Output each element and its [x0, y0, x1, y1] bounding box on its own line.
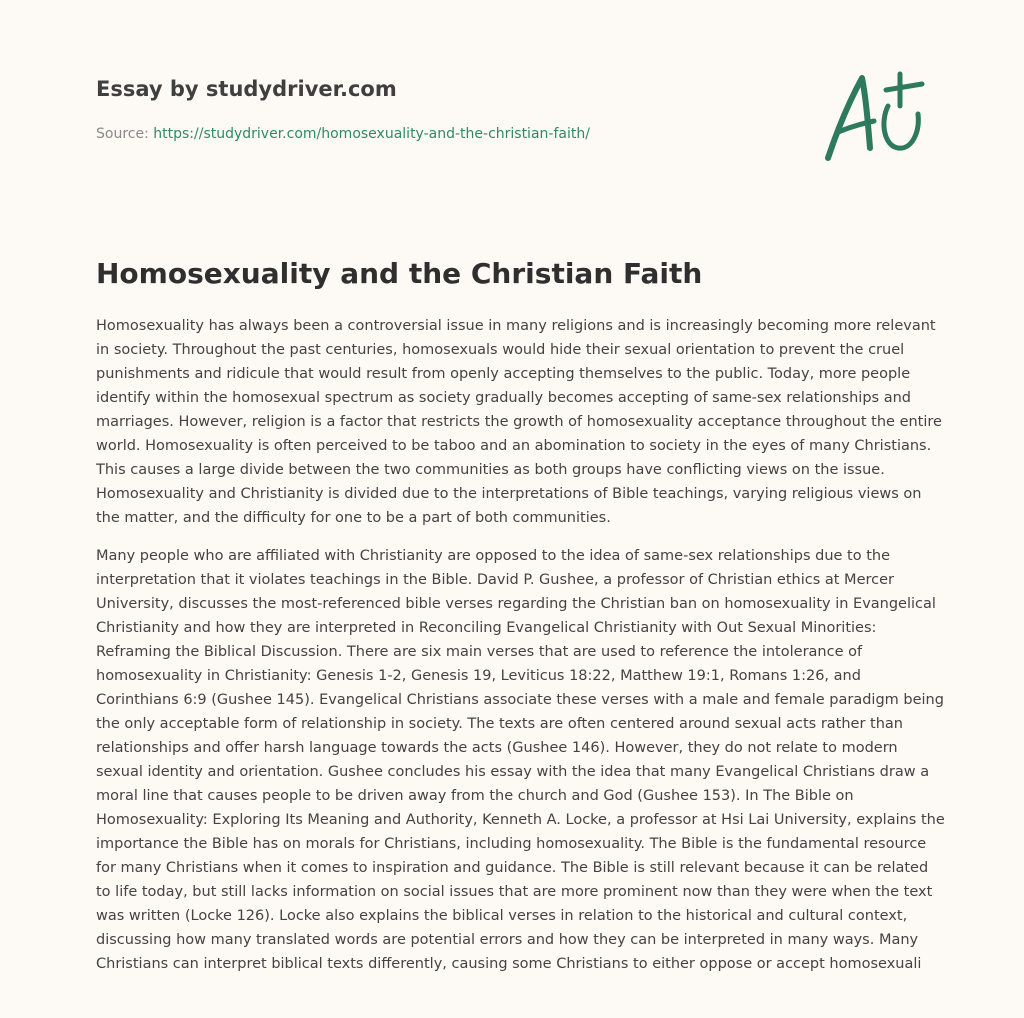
- essay-body: [96, 314, 946, 990]
- paragraph-2: Many people who are affiliated with Christianity are opposed to the idea of same-sex relationships due to the interpretation that it violates teachings in the Bible. David P. Gushee, a professor of Christian ethics at Mercer University, discusses the most-referenced bible verses regarding the Christian ban on homosexuality in Evangelical Christianity and how they are interpreted in Reconciling Evangelical Christianity with Out Sexual Minorities: Reframing the Biblical Discussion. There are six main verses that are used to reference the intolerance of homosexuality in Christianity: Genesis 1-2, Genesis 19, Leviticus 18:22, Matthew 19:1, Romans 1:26, and Corinthians 6:9 (Gushee 145). Evangelical Christians associate these verses with a male and female paradigm being the only acceptable form of relationship in society. The texts are often centered around sexual acts rather than relationships and offer harsh language towards the acts (Gushee 146). However, they do not relate to modern sexual identity and orientation. Gushee concludes his essay with the idea that many Evangelical Christians draw a moral line that causes people to be driven away from the church and God (Gushee 153). In The Bible on Homosexuality: Exploring Its Meaning and Authority, Kenneth A. Locke, a professor at Hsi Lai University, explains the importance the Bible has on morals for Christians, including homosexuality. The Bible is the fundamental resource for many Christians when it comes to inspiration and guidance. The Bible is still relevant because it can be related to life today, but still lacks information on social issues that are more prominent now than they were when the text was written (Locke 126). Locke also explains the biblical verses in relation to the historical and cultural context, discussing how many translated words are potential errors and how they can be interpreted in many ways. Many Christians can interpret biblical texts differently, causing some Christians to either oppose or accept homosexuali: [96, 548, 945, 972]
- site-title: Essay by studydriver.com: [96, 77, 397, 101]
- paragraph-1: Homosexuality has always been a controversial issue in many religions and is increasingly becoming more relevant in society. Throughout the past centuries, homosexuals would hide their sexual orientation to prevent the cruel punishments and ridicule that would result from openly accepting themselves to the public. Today, more people identify within the homosexual spectrum as society gradually becomes accepting of same-sex relationships and marriages. However, religion is a factor that restricts the growth of homosexuality acceptance throughout the entire world. Homosexuality is often perceived to be taboo and an abomination to society in the eyes of many Christians. This causes a large divide between the two communities as both groups have conflicting views on the issue. Homosexuality and Christianity is divided due to the interpretations of Bible teachings, varying religious views on the matter, and the difficulty for one to be a part of both communities.: [96, 318, 942, 526]
- source-link[interactable]: https://studydriver.com/homosexuality-and-the-christian-faith/: [153, 126, 590, 142]
- essay-header: [96, 74, 796, 144]
- essay-title: Homosexuality and the Christian Faith: [96, 257, 703, 290]
- source-label: Source:: [96, 126, 154, 142]
- source-line: [96, 124, 796, 144]
- a-plus-logo-icon: [818, 66, 930, 166]
